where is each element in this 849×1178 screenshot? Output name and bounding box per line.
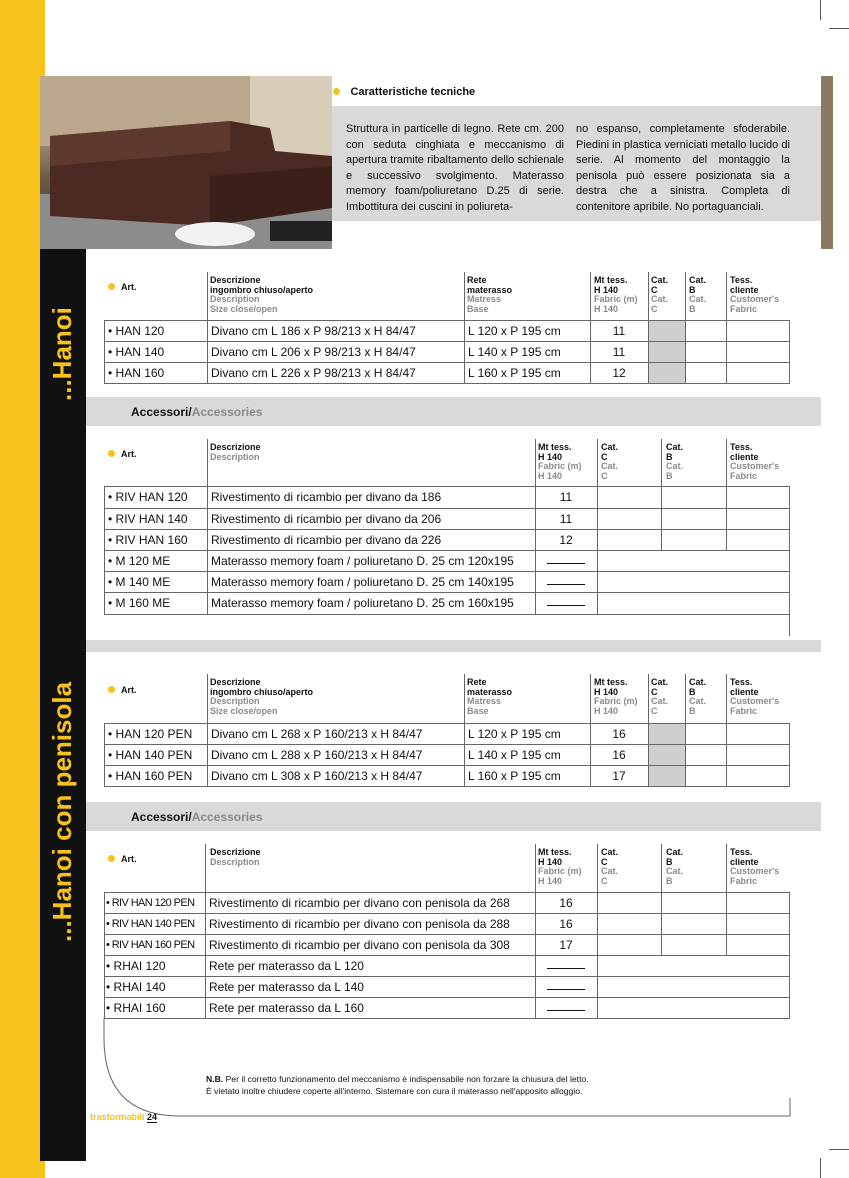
col-art-header: Art. [108,855,137,865]
cell-art: • RIV HAN 140 PEN [106,918,195,930]
col-catb-header: Cat. B Cat. B [689,275,707,314]
cell-desc: Rivestimento di ricambio per divano da 186 [211,490,442,504]
cell-desc: Divano cm L 226 x P 98/213 x H 84/47 [211,366,416,380]
cell-art: • RIV HAN 160 [108,533,188,547]
cell-desc: Divano cm L 288 x P 160/213 x H 84/47 [211,748,423,762]
cell-blank [547,977,585,997]
col-catb-header: Cat. B Cat. B [666,847,684,886]
cell-desc: Rete per materasso da L 160 [209,1001,364,1015]
cell-desc: Divano cm L 268 x P 160/213 x H 84/47 [211,727,423,741]
note-label: N.B. [206,1074,224,1084]
specs-text-col2: no espanso, completamente sfoderabile. Piedini in plastica verniciati metallo lucido di serie. Al momento del montaggio la penisola può essere posizionata sia a destra che a sinistra. Completa di contenitore apribile. No portaguanciali. [576,123,790,213]
col-art-header: Art. [108,450,137,460]
cell-mt: 11 [612,345,626,359]
col-catb-header: Cat. B Cat. B [689,677,707,716]
specs-heading [333,82,475,100]
side-title-hanoi: ...Hanoi [47,307,77,401]
cell-desc: Rivestimento di ricambio per divano da 226 [211,533,442,547]
col-desc-header: Descrizione Description [210,442,261,462]
cell-mt: 11 [559,490,573,504]
brand-label: trasformabili [90,1112,145,1122]
col-desc-header: Descrizione ingombro chiuso/aperto Description Size close/open [210,275,314,314]
cell-art: • M 160 ME [108,596,171,610]
cell-art: • M 140 ME [108,575,171,589]
col-mt-header: Mt tess. H 140 Fabric (m) H 140 [594,677,638,716]
cell-desc: Rete per materasso da L 120 [209,959,364,973]
accessori-title: Accessori/Accessories [131,405,263,419]
cell-blank [547,998,585,1018]
cell-art: • HAN 140 [108,345,165,359]
cell-desc: Divano cm L 206 x P 98/213 x H 84/47 [211,345,416,359]
note [206,1073,589,1097]
photo-edge [821,76,833,249]
cell-rete: L 120 x P 195 cm [468,727,561,741]
cell-desc: Rivestimento di ricambio per divano da 206 [211,512,442,526]
col-desc-header: Descrizione Description [210,847,261,867]
note-line1: Per il corretto funzionamento del meccanismo è indispensabile non forzare la chiusura del letto. [225,1074,589,1084]
cell-art: • HAN 160 [108,366,165,380]
cell-blank [547,956,585,976]
cell-art: • RHAI 140 [106,980,166,994]
col-tess-header: Tess. cliente Customer's Fabric [730,442,780,481]
cell-rete: L 120 x P 195 cm [468,324,561,338]
cell-art: • HAN 160 PEN [108,769,193,783]
cell-desc: Rivestimento di ricambio per divano con penisola da 288 [209,917,510,931]
col-tess-header: Tess. cliente Customer's Fabric [730,275,780,314]
col-mt-header: Mt tess. H 140 Fabric (m) H 140 [538,847,582,886]
col-mt-header: Mt tess. H 140 Fabric (m) H 140 [594,275,638,314]
accessori-title: Accessori/Accessories [131,810,263,824]
cell-mt: 11 [612,324,626,338]
col-mt-header: Mt tess. H 140 Fabric (m) H 140 [538,442,582,481]
cell-art: • RIV HAN 160 PEN [106,939,195,951]
specs-text-col1: Struttura in particelle di legno. Rete cm. 200 con seduta cinghiata e meccanismo di apertura tramite ribaltamento dello schienale e successivo svolgimento. Materasso memory foam/poliuretano D.25 di serie. Imbottitura dei cuscini in poliureta- [346,123,564,213]
sofa-illustration [40,76,332,249]
cell-art: • RHAI 160 [106,1001,166,1015]
specs-title: Caratteristiche tecniche [350,86,476,98]
cell-desc: Rete per materasso da L 140 [209,980,364,994]
bullet-icon [333,88,340,95]
col-catc-header: Cat. C Cat. C [651,677,669,716]
side-band-yellow [0,0,45,1178]
cell-blank [547,572,585,592]
cell-art: • HAN 120 PEN [108,727,193,741]
col-tess-header: Tess. cliente Customer's Fabric [730,847,780,886]
col-rete-header: Rete materasso Matress Base [467,275,513,314]
col-catb-header: Cat. B Cat. B [666,442,684,481]
side-title-hanoi-penisola: ...Hanoi con penisola [47,681,77,942]
cell-blank [547,551,585,571]
frame-curve [100,1018,800,1118]
cell-art: • RIV HAN 120 PEN [106,897,195,909]
cell-mt: 16 [612,727,626,741]
cell-mt: 16 [559,917,573,931]
cell-art: • RIV HAN 120 [108,490,188,504]
page-number: 24 [147,1112,158,1122]
cell-mt: 17 [612,769,626,783]
cell-blank [547,593,585,613]
cell-desc: Materasso memory foam / poliuretano D. 25 cm 120x195 [211,554,514,568]
cell-art: • RHAI 120 [106,959,166,973]
cell-desc: Materasso memory foam / poliuretano D. 25 cm 160x195 [211,596,514,610]
cell-rete: L 140 x P 195 cm [468,748,561,762]
cell-mt: 17 [559,938,573,952]
cell-desc: Divano cm L 308 x P 160/213 x H 84/47 [211,769,423,783]
cell-mt: 12 [612,366,626,380]
section-divider [86,640,821,652]
col-catc-header: Cat. C Cat. C [601,442,619,481]
col-art-header: Art. [108,283,137,293]
col-rete-header: Rete materasso Matress Base [467,677,513,716]
cell-desc: Materasso memory foam / poliuretano D. 25 cm 140x195 [211,575,514,589]
cell-mt: 11 [559,512,573,526]
page-footer [90,1112,157,1122]
cell-rete: L 160 x P 195 cm [468,366,561,380]
cell-desc: Divano cm L 186 x P 98/213 x H 84/47 [211,324,416,338]
cell-rete: L 140 x P 195 cm [468,345,561,359]
col-tess-header: Tess. cliente Customer's Fabric [730,677,780,716]
crop-mark [829,28,849,29]
cell-rete: L 160 x P 195 cm [468,769,561,783]
cell-art: • M 120 ME [108,554,171,568]
note-line2: È vietato inoltre chiudere coperte all'interno. Sistemare con cura il materasso nell'apposito alloggio. [206,1086,583,1096]
cell-mt: 16 [559,896,573,910]
cell-desc: Rivestimento di ricambio per divano con penisola da 268 [209,896,510,910]
crop-mark [820,0,821,20]
crop-mark [829,1149,849,1150]
cell-art: • HAN 140 PEN [108,748,193,762]
cell-art: • HAN 120 [108,324,165,338]
cell-mt: 12 [559,533,573,547]
cell-mt: 16 [612,748,626,762]
crop-mark [820,1158,821,1178]
cell-desc: Rivestimento di ricambio per divano con penisola da 308 [209,938,510,952]
col-desc-header: Descrizione ingombro chiuso/aperto Description Size close/open [210,677,314,716]
col-art-header: Art. [108,686,137,696]
cell-art: • RIV HAN 140 [108,512,188,526]
col-catc-header: Cat. C Cat. C [651,275,669,314]
col-catc-header: Cat. C Cat. C [601,847,619,886]
product-photo [40,76,332,249]
